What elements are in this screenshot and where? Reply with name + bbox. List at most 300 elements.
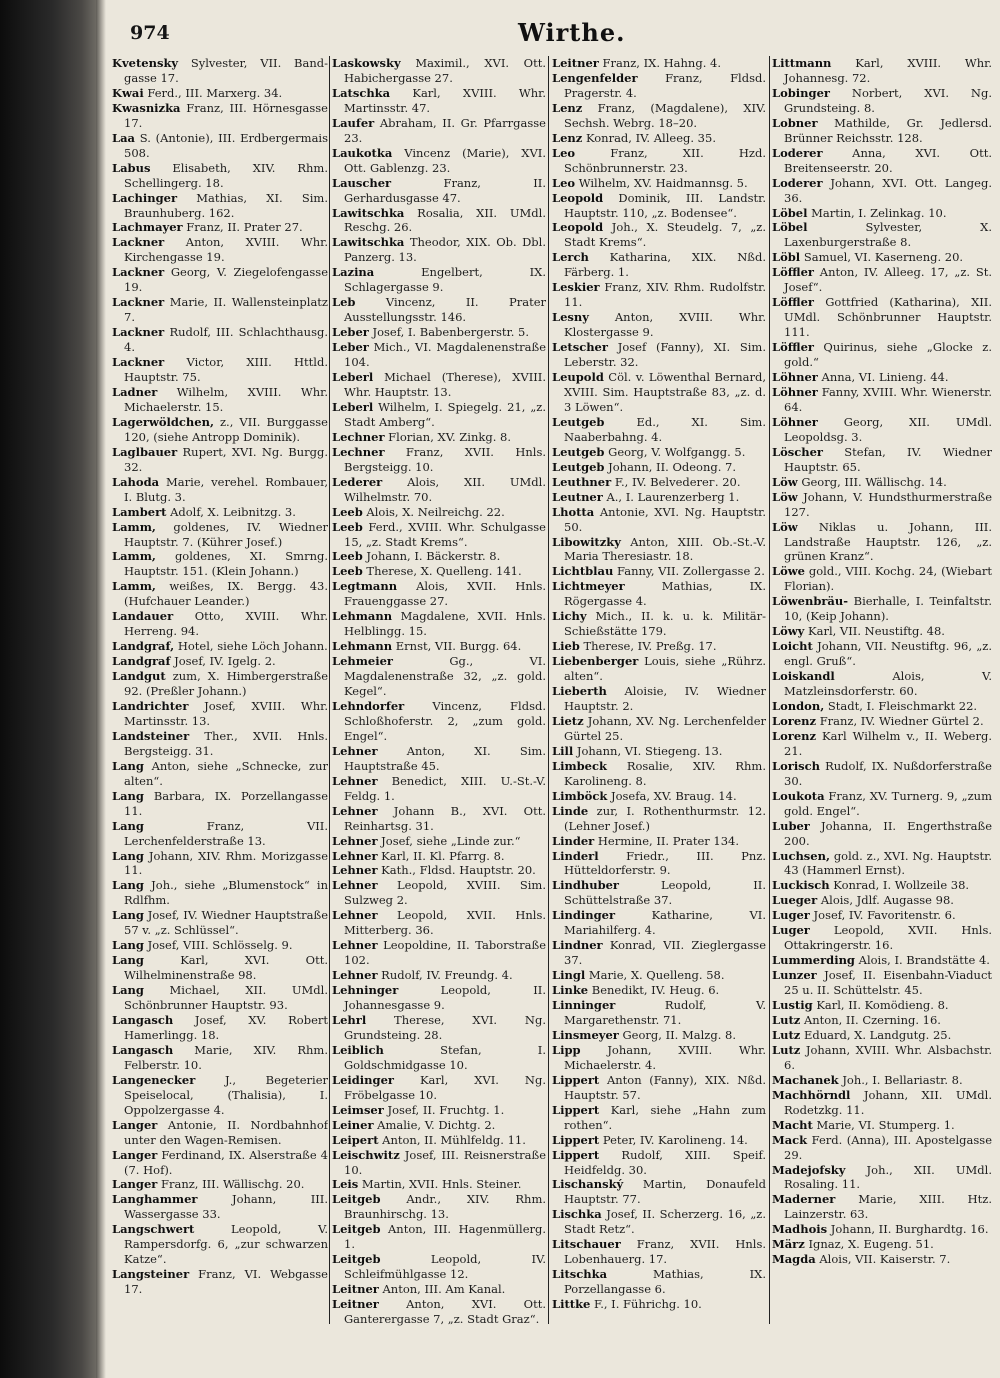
- entry-details: Karl, XVI. Ott. Wilhelminenstraße 98.: [124, 953, 328, 983]
- entry-name: Lamm,: [112, 549, 156, 564]
- directory-entry: [332, 295, 546, 325]
- entry-details: Franz, Fldsd. Pragerstr. 4.: [564, 70, 766, 100]
- entry-name: Lederer: [332, 474, 383, 489]
- entry-name: Leitner: [552, 56, 599, 70]
- directory-entry: [772, 520, 992, 565]
- directory-entry: [332, 400, 546, 430]
- entry-details: Magdalene, XVII. Hnls. Helblingg. 15.: [344, 609, 546, 639]
- entry-details: Karl, XVI. Ng. Fröbelgasse 10.: [344, 1072, 546, 1102]
- directory-entry: [332, 56, 546, 86]
- entry-name: Lippert: [552, 1072, 600, 1087]
- directory-entry: [112, 235, 328, 265]
- directory-entry: [112, 609, 328, 639]
- directory-entry: [772, 714, 992, 729]
- entry-details: Joh., siehe „Blumenstock“ in Rdlfhm.: [124, 878, 328, 908]
- entry-name: Landauer: [112, 609, 174, 624]
- directory-entry: [552, 639, 766, 654]
- entry-name: Leeb: [332, 504, 363, 519]
- directory-entry: [112, 295, 328, 325]
- entry-details: Johann, XIV. Rhm. Morizgasse 11.: [124, 848, 328, 878]
- directory-entry: [332, 549, 546, 564]
- directory-entry: [112, 819, 328, 849]
- entry-details: F., IV. Belvederег. 20.: [614, 474, 741, 489]
- entry-details: Mich., VI. Magdalenenstraße 104.: [344, 340, 546, 370]
- entry-details: Anton, III. Hagenmüllerg. 1.: [344, 1222, 546, 1252]
- directory-entry: [772, 250, 992, 265]
- entry-name: Lutz: [772, 1027, 801, 1042]
- entry-details: Niklas u. Johann, III. Landstraße Hauptstr. 126, „z. grünen Kranz“.: [784, 519, 992, 564]
- directory-entry: [772, 998, 992, 1013]
- directory-entry: [552, 1103, 766, 1133]
- entry-name: Langer: [112, 1177, 158, 1192]
- entry-details: Georg, III. Wällischg. 14.: [801, 474, 947, 489]
- directory-entry: [112, 445, 328, 475]
- entry-name: Langhammer: [112, 1192, 198, 1207]
- entry-name: Löbel: [772, 205, 808, 220]
- entry-details: Rudolf, V. Margarethenstr. 71.: [564, 998, 766, 1027]
- directory-entry: [552, 998, 766, 1028]
- page-number: 974: [130, 22, 170, 44]
- entry-details: Mathias, XI. Sim. Braunhuberg. 162.: [124, 190, 328, 220]
- directory-entry: [772, 265, 992, 295]
- entry-name: Lang: [112, 983, 144, 998]
- entry-name: Lehner: [332, 743, 378, 758]
- entry-name: Littmann: [772, 56, 832, 70]
- entry-name: Laskowsky: [332, 56, 401, 70]
- directory-entry: [552, 460, 766, 475]
- directory-entry: [552, 370, 766, 415]
- entry-name: Lackner: [112, 265, 165, 280]
- entry-name: Lichy: [552, 609, 587, 624]
- directory-entry: [112, 639, 328, 654]
- directory-entry: [772, 176, 992, 206]
- entry-details: Rudolf, IV. Freundg. 4.: [381, 968, 513, 983]
- entry-details: Alois, XVII. Hnls. Frauenggasse 27.: [344, 579, 546, 609]
- entry-name: Landgraf,: [112, 639, 175, 654]
- entry-name: Luber: [772, 818, 810, 833]
- entry-details: Johann, V. Hundsthurmerstraße 127.: [784, 489, 992, 519]
- directory-entry: [332, 908, 546, 938]
- entry-details: Barbara, IX. Porzellangasse 11.: [124, 788, 328, 818]
- directory-entry: [112, 505, 328, 520]
- entry-details: Karl Wilhelm v., II. Weberg. 21.: [784, 728, 992, 758]
- entry-name: Lehner: [332, 938, 378, 953]
- entry-name: Leiner: [332, 1117, 374, 1132]
- entry-name: Leitner: [332, 1282, 379, 1297]
- entry-details: Victor, XIII. Httld. Hauptstr. 75.: [124, 355, 328, 385]
- entry-name: Lehner: [332, 968, 378, 983]
- entry-details: Josef, XV. Robert Hamerlingg. 18.: [124, 1013, 328, 1042]
- entry-name: Lechner: [332, 429, 385, 444]
- directory-entry: [552, 535, 766, 565]
- directory-entry: [552, 1148, 766, 1178]
- directory-entry: [332, 1252, 546, 1282]
- directory-entry: [552, 146, 766, 176]
- directory-entry: [112, 699, 328, 729]
- entry-details: Marie, X. Quelleng. 58.: [588, 968, 725, 983]
- directory-entry: [332, 579, 546, 609]
- entry-name: Maderner: [772, 1192, 836, 1207]
- entry-name: Lambert: [112, 504, 167, 519]
- entry-details: Abraham, II. Gr. Pfarrgasse 23.: [344, 115, 546, 145]
- directory-entry: [552, 191, 766, 221]
- directory-entry: [772, 1192, 992, 1222]
- entry-name: Lustig: [772, 998, 813, 1013]
- directory-entry: [332, 639, 546, 654]
- entry-name: Lehner: [332, 773, 378, 788]
- entry-name: Limböck: [552, 788, 608, 803]
- directory-entry: [552, 505, 766, 535]
- directory-entry: [772, 1013, 992, 1028]
- entry-details: Joh., XII. UMdl. Rosaling. 11.: [784, 1162, 992, 1192]
- directory-entry: [552, 56, 766, 71]
- entry-name: Leiblich: [332, 1042, 384, 1057]
- entry-name: Langsteiner: [112, 1267, 190, 1282]
- directory-entry: [332, 1103, 546, 1118]
- entry-name: Löffler: [772, 265, 814, 280]
- directory-entry: [772, 819, 992, 849]
- directory-entry: [552, 684, 766, 714]
- directory-entry: [552, 1028, 766, 1043]
- entry-name: Kvetensky: [112, 56, 179, 70]
- directory-entry: [112, 1043, 328, 1073]
- entry-details: Martin, I. Zelinkag. 10.: [811, 205, 947, 220]
- entry-name: Lengenfelder: [552, 70, 638, 85]
- directory-entry: [332, 86, 546, 116]
- entry-name: Lehninger: [332, 983, 399, 998]
- entry-details: Leopold, II. Schüttelstraße 37.: [564, 878, 766, 908]
- entry-details: Amalie, V. Dichtg. 2.: [377, 1117, 496, 1132]
- entry-details: Andr., XIV. Rhm. Braunhirschg. 13.: [344, 1192, 546, 1222]
- directory-entry: [552, 176, 766, 191]
- entry-details: Antonie, XVI. Ng. Hauptstr. 50.: [564, 504, 766, 534]
- directory-entry: [112, 579, 328, 609]
- entry-details: Ferdinand, IX. Alserstraße 4 (7. Hof).: [124, 1147, 328, 1177]
- entry-details: Johann, XVI. Ott. Langeg. 36.: [784, 175, 992, 205]
- column-3: [552, 56, 766, 1356]
- directory-entry: [552, 878, 766, 908]
- entry-details: A., I. Laurenzerberg 1.: [606, 489, 740, 504]
- entry-details: Josef, IV. Igelg. 2.: [174, 654, 276, 669]
- directory-entry: [332, 116, 546, 146]
- entry-details: Katharina, XIX. Nßd. Färberg. 1.: [564, 250, 766, 280]
- entry-details: Vincenz (Marie), XVI. Ott. Gablenzg. 23.: [344, 145, 546, 175]
- directory-entry: [772, 340, 992, 370]
- entry-name: Löbel: [772, 220, 808, 235]
- column-divider: [329, 56, 330, 1324]
- entry-name: Lang: [112, 953, 144, 968]
- entry-details: Rupert, XVI. Ng. Burgg. 32.: [124, 444, 328, 474]
- directory-entry: [112, 849, 328, 879]
- entry-name: Ladner: [112, 384, 158, 399]
- entry-name: Lehmeier: [332, 654, 393, 669]
- entry-name: Leitner: [332, 1297, 379, 1312]
- entry-name: Lang: [112, 848, 144, 863]
- entry-details: gold., VIII. Kochg. 24, (Wiebart Florian).: [784, 564, 992, 594]
- entry-name: Löhner: [772, 370, 818, 385]
- entry-name: Lenz: [552, 100, 583, 115]
- entry-details: Vincenz, Fldsd. Schloßhoferstr. 2, „zum gold. Engel“.: [344, 698, 546, 743]
- entry-details: Johann, II. Burghardtg. 16.: [830, 1222, 989, 1237]
- entry-name: Leeb: [332, 564, 363, 579]
- entry-name: Litschka: [552, 1267, 608, 1282]
- entry-details: Rudolf, IX. Nußdorferstraße 30.: [784, 758, 992, 788]
- directory-entry: [772, 968, 992, 998]
- entry-name: Lunzer: [772, 968, 817, 983]
- entry-name: Langenecker: [112, 1072, 196, 1087]
- entry-name: Leber: [332, 325, 369, 340]
- directory-entry: [112, 1073, 328, 1118]
- column-4: [772, 56, 992, 1356]
- entry-details: Josef, VIII. Schlösselg. 9.: [147, 938, 293, 953]
- directory-entry: [772, 490, 992, 520]
- directory-entry: [552, 1133, 766, 1148]
- entry-details: Peter, IV. Karolineng. 14.: [602, 1132, 748, 1147]
- entry-details: Franz, II. Gerhardusgasse 47.: [344, 175, 546, 205]
- entry-name: Lang: [112, 788, 144, 803]
- entry-details: Michael (Therese), XVIII. Whr. Hauptstr. 13.: [344, 370, 546, 399]
- directory-entry: [332, 699, 546, 744]
- entry-details: Aloisie, IV. Wiedner Hauptstr. 2.: [564, 684, 766, 713]
- entry-name: Lechner: [332, 444, 385, 459]
- directory-entry: [772, 206, 992, 221]
- directory-entry: [772, 370, 992, 385]
- entry-details: Ernst, VII. Burgg. 64.: [395, 639, 522, 654]
- directory-entry: [772, 1163, 992, 1193]
- entry-name: Lang: [112, 878, 144, 893]
- entry-name: Litschauer: [552, 1237, 621, 1252]
- directory-entry: [332, 1148, 546, 1178]
- directory-entry: [552, 744, 766, 759]
- entry-details: Franz, XVII. Hnls. Lobenhauerg. 17.: [564, 1237, 766, 1267]
- entry-details: Wilhelm, I. Spiegelg. 21, „z. Stadt Amberg“.: [344, 399, 546, 429]
- entry-name: Langasch: [112, 1042, 174, 1057]
- directory-entry: [332, 340, 546, 370]
- entry-details: Stefan, I. Goldschmidgasse 10.: [344, 1042, 546, 1072]
- directory-entry: [332, 1222, 546, 1252]
- entry-details: Vincenz, II. Prater Ausstellungsstr. 146.: [344, 295, 546, 325]
- directory-entry: [332, 744, 546, 774]
- directory-entry: [332, 774, 546, 804]
- directory-entry: [332, 325, 546, 340]
- entry-details: Konrad, I. Wollzeile 38.: [833, 878, 970, 893]
- directory-entry: [332, 235, 546, 265]
- entry-name: Lieberth: [552, 684, 607, 699]
- entry-details: Marie, XIII. Htz. Lainzerstr. 63.: [784, 1192, 992, 1222]
- entry-name: Lehner: [332, 878, 378, 893]
- directory-entry: [552, 654, 766, 684]
- entry-details: Katharine, VI. Mariahilferg. 4.: [564, 908, 766, 938]
- entry-details: Leopold, V. Rampersdorfg. 6, „zur schwarzen Katze“.: [124, 1222, 328, 1267]
- entry-details: Antonie, II. Nordbahnhof unter den Wagen-Remisen.: [124, 1117, 328, 1147]
- directory-entry: [332, 654, 546, 699]
- entry-details: Johann, XV. Ng. Lerchenfelder Gürtel 25.: [564, 713, 766, 743]
- entry-details: Georg, XII. UMdl. Leopoldsg. 3.: [784, 414, 992, 444]
- entry-details: Mathias, IX. Porzellangasse 6.: [564, 1267, 766, 1297]
- entry-details: Johann, I. Bäckerstr. 8.: [366, 549, 501, 564]
- entry-details: Rosalie, XIV. Rhm. Karolineng. 8.: [564, 758, 766, 788]
- directory-entry: [552, 789, 766, 804]
- entry-details: F., I. Führichg. 10.: [594, 1297, 702, 1312]
- entry-name: Leopold: [552, 220, 604, 235]
- entry-details: Karl, siehe „Hahn zum rothen“.: [564, 1102, 766, 1132]
- directory-entry: [332, 445, 546, 475]
- entry-name: Leberl: [332, 370, 374, 385]
- directory-entry: [112, 385, 328, 415]
- entry-details: Leopold, IV. Schleifmühlgasse 12.: [344, 1252, 546, 1282]
- directory-entry: [112, 729, 328, 759]
- entry-details: Johann B., XVI. Ott. Reinhartsg. 31.: [344, 803, 546, 833]
- directory-entry: [332, 505, 546, 520]
- entry-details: Alois, V. Matzleinsdorferstr. 60.: [784, 669, 992, 699]
- entry-details: Rosalia, XII. UMdl. Reschg. 26.: [344, 205, 546, 235]
- entry-name: Löwe: [772, 564, 805, 579]
- entry-name: Lorenz: [772, 728, 817, 743]
- directory-entry: [772, 759, 992, 789]
- directory-entry: [332, 176, 546, 206]
- entry-details: Ferd., XVIII. Whr. Schulgasse 15, „z. Stadt Krems“.: [344, 519, 546, 549]
- entry-name: Kwasnizka: [112, 100, 181, 115]
- directory-entry: [772, 445, 992, 475]
- entry-name: Lauscher: [332, 175, 392, 190]
- directory-entry: [112, 56, 328, 86]
- entry-details: Alois, I. Brandstätte 4.: [858, 953, 990, 968]
- entry-details: Hotel, siehe Löch Johann.: [177, 639, 328, 654]
- directory-entry: [112, 1013, 328, 1043]
- directory-entry: [772, 86, 992, 116]
- entry-name: Laufer: [332, 115, 375, 130]
- directory-entry: [112, 654, 328, 669]
- entry-details: Rudolf, XIII. Speif. Heidfeldg. 30.: [564, 1147, 766, 1177]
- entry-name: Lorenz: [772, 713, 817, 728]
- entry-name: Löhner: [772, 414, 818, 429]
- directory-entry: [552, 1297, 766, 1312]
- directory-entry: [772, 729, 992, 759]
- directory-entry: [332, 206, 546, 236]
- directory-entry: [772, 1133, 992, 1163]
- directory-entry: [552, 280, 766, 310]
- directory-entry: [112, 1148, 328, 1178]
- directory-entry: [332, 520, 546, 550]
- directory-entry: [112, 1177, 328, 1192]
- directory-entry: [112, 953, 328, 983]
- entry-details: Hermine, II. Prater 134.: [597, 833, 740, 848]
- directory-entry: [772, 564, 992, 594]
- directory-entry: [112, 161, 328, 191]
- entry-name: Löwenbräu-: [772, 594, 849, 609]
- entry-details: Franz, VI. Webgasse 17.: [124, 1267, 328, 1297]
- column-2: [332, 56, 546, 1356]
- entry-name: Luchsen,: [772, 848, 830, 863]
- entry-name: Landgut: [112, 669, 166, 684]
- entry-details: gold. z., XVI. Ng. Hauptstr. 43 (Hammerl Ernst).: [784, 848, 992, 878]
- directory-entry: [552, 310, 766, 340]
- entry-name: Lehrl: [332, 1013, 367, 1027]
- entry-name: Lackner: [112, 295, 165, 310]
- entry-details: Bierhalle, I. Teinfaltstr. 10, (Keip Johann).: [784, 594, 992, 624]
- entry-name: Leis: [332, 1177, 359, 1192]
- directory-entry: [772, 1222, 992, 1237]
- directory-entry: [332, 1118, 546, 1133]
- entry-details: Leopold, XVIII. Sim. Sulzweg 2.: [344, 878, 546, 908]
- entry-details: Fanny, XVIII. Whr. Wienerstr. 64.: [784, 384, 992, 414]
- entry-name: Löscher: [772, 444, 823, 459]
- entry-details: Johann, II. Odeong. 7.: [608, 459, 737, 474]
- entry-name: Leischwitz: [332, 1147, 400, 1162]
- entry-name: Leutgeb: [552, 459, 605, 474]
- entry-details: Johann, III. Wassergasse 33.: [124, 1192, 328, 1222]
- entry-details: Louis, siehe „Rührz. alten“.: [564, 654, 766, 684]
- entry-details: Friedr., III. Pnz. Hütteldorferstr. 9.: [564, 848, 766, 878]
- entry-name: Lichtmeyer: [552, 579, 625, 594]
- entry-name: Linke: [552, 983, 589, 998]
- entry-details: zur, I. Rothenthurmstr. 12. (Lehner Josef.): [564, 803, 766, 833]
- entry-details: Sylvester, X. Laxenburgerstraße 8.: [784, 220, 992, 250]
- directory-entry: [332, 938, 546, 968]
- directory-entry: [552, 1043, 766, 1073]
- entry-name: März: [772, 1237, 805, 1252]
- entry-details: Josef (Fanny), XI. Sim. Leberstr. 32.: [564, 340, 766, 370]
- entry-details: Sylvester, VII. Band-gasse 17.: [124, 56, 328, 85]
- entry-details: Samuel, VI. Kaserneng. 20.: [803, 250, 964, 265]
- entry-name: Machanek: [772, 1072, 839, 1087]
- entry-name: Lang: [112, 908, 144, 923]
- column-divider: [769, 56, 770, 1324]
- entry-name: Lehner: [332, 848, 378, 863]
- entry-name: Lingl: [552, 968, 586, 983]
- entry-name: Leutgeb: [552, 414, 605, 429]
- entry-name: Limbeck: [552, 758, 607, 773]
- entry-details: Johann, XVIII. Whr. Alsbachstr. 6.: [784, 1042, 992, 1072]
- entry-name: Löw: [772, 519, 798, 534]
- entry-name: Löffler: [772, 295, 814, 310]
- entry-name: Lindhuber: [552, 878, 619, 893]
- directory-entry: [552, 1073, 766, 1103]
- entry-details: Josef, XVIII. Whr. Martinsstr. 13.: [124, 698, 328, 728]
- entry-details: Leopoldine, II. Taborstraße 102.: [344, 938, 546, 968]
- column-divider: [548, 56, 549, 1324]
- directory-entry: [552, 250, 766, 280]
- directory-entry: [772, 1252, 992, 1267]
- entry-details: Anton, XIII. Ob.-St.-V. Maria Theresiastr. 18.: [564, 534, 766, 564]
- entry-details: Franz, XII. Hzd. Schönbrunnerstr. 23.: [564, 145, 766, 175]
- entry-details: Therese, IV. Preßg. 17.: [583, 639, 717, 654]
- entry-name: Leutner: [552, 489, 603, 504]
- entry-name: Laa: [112, 130, 135, 145]
- entry-name: Loiskandl: [772, 669, 835, 684]
- entry-name: Lehner: [332, 908, 378, 923]
- entry-details: Joh., X. Steudelg. 7, „z. Stadt Krems“.: [564, 220, 766, 250]
- entry-name: Leopold: [552, 190, 604, 205]
- entry-details: Engelbert, IX. Schlagergasse 9.: [344, 265, 546, 295]
- entry-name: Linderl: [552, 848, 599, 863]
- entry-details: Ed., XI. Sim. Naaberbahng. 4.: [564, 414, 766, 444]
- directory-entry: [112, 355, 328, 385]
- directory-entry: [112, 1118, 328, 1148]
- entry-name: Lamm,: [112, 579, 156, 594]
- entry-name: Leitgeb: [332, 1222, 381, 1237]
- directory-entry: [332, 1073, 546, 1103]
- entry-name: Lenz: [552, 130, 583, 145]
- entry-details: Franz, XVII. Hnls. Bergsteigg. 10.: [344, 444, 546, 474]
- entry-name: Lachmayer: [112, 220, 183, 235]
- entry-name: Lehner: [332, 833, 378, 848]
- entry-details: Anton, II. Czerning. 16.: [803, 1013, 941, 1027]
- entry-name: Lagerwöldchen,: [112, 414, 214, 429]
- entry-name: Lang: [112, 818, 144, 833]
- entry-name: Lhotta: [552, 504, 595, 519]
- entry-details: Franz, IV. Wiedner Gürtel 2.: [819, 713, 984, 728]
